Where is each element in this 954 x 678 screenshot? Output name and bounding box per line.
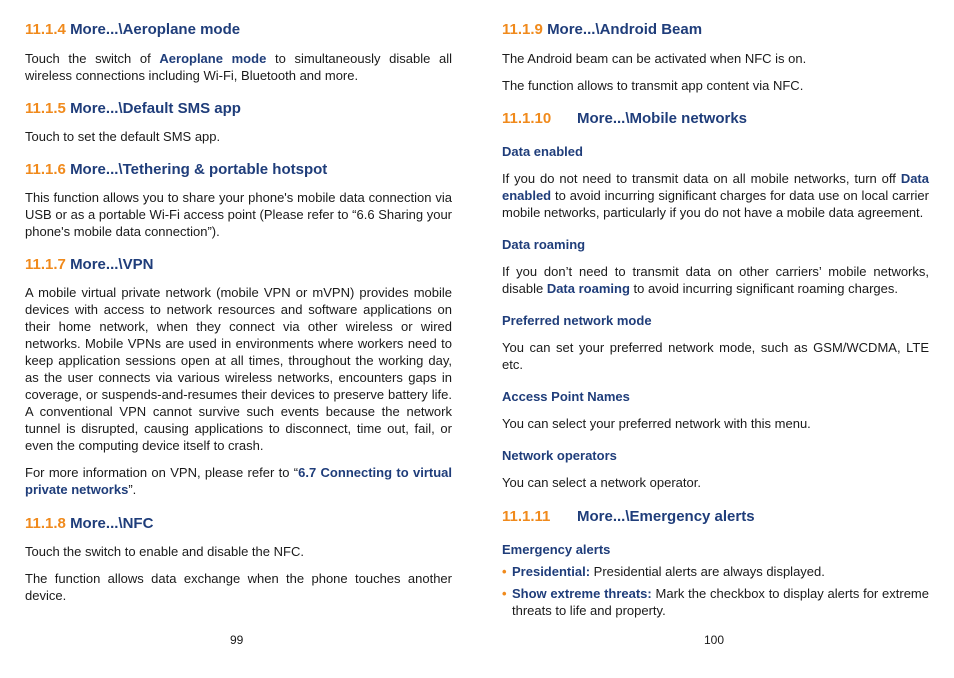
bullet-presidential: [502, 563, 929, 580]
heading-mobile-networks: [502, 110, 747, 127]
section-title: More...\NFC: [70, 515, 154, 532]
bold-term: Show extreme threats:: [512, 586, 652, 601]
bullet-icon: •: [502, 564, 507, 579]
section-number: 11.1.5: [25, 100, 66, 117]
paragraph-preferred-network: You can set your preferred network mode, such as GSM/WCDMA, LTE etc.: [502, 340, 929, 372]
paragraph-default-sms: Touch to set the default SMS app.: [25, 129, 221, 144]
bold-term: Presidential:: [512, 564, 591, 579]
section-title: More...\Android Beam: [547, 21, 703, 38]
text: Touch the switch of: [25, 51, 160, 66]
section-number: 11.1.6: [25, 161, 66, 178]
paragraph-nfc-exchange: The function allows data exchange when the phone touches another device.: [25, 571, 452, 603]
paragraph-beam-activation: The Android beam can be activated when NFC is on.: [502, 51, 807, 66]
section-number: 11.1.7: [25, 256, 66, 273]
bold-term: Aeroplane mode: [159, 51, 267, 66]
paragraph-vpn-more-info: [25, 464, 452, 498]
text: to simultaneously disable all wireless connections including Wi-Fi, Bluetooth and more.: [25, 51, 453, 83]
subheading-data-enabled: Data enabled: [502, 144, 583, 159]
paragraph-apn: You can select your preferred network with this menu.: [502, 416, 811, 431]
section-title: More...\Aeroplane mode: [70, 21, 241, 38]
heading-default-sms: [25, 100, 241, 117]
bullet-text: [512, 585, 929, 619]
bold-term: Data roaming: [546, 281, 630, 296]
paragraph-beam-transmit: The function allows to transmit app content via NFC.: [502, 78, 804, 93]
subheading-apn: Access Point Names: [502, 389, 630, 404]
bullet-text: [512, 563, 929, 580]
section-number: 11.1.4: [25, 21, 66, 38]
section-title: More...\Mobile networks: [577, 110, 748, 127]
paragraph-network-operators: You can select a network operator.: [502, 475, 701, 490]
section-title: More...\Default SMS app: [70, 100, 241, 117]
bullet-extreme-threats: [502, 585, 929, 619]
heading-tethering: [25, 161, 327, 178]
section-number: 11.1.8: [25, 515, 66, 532]
text: If you don’t need to transmit data on other carriers’ mobile networks, disable: [502, 264, 929, 296]
text: to avoid incurring significant roaming charges.: [629, 281, 898, 296]
subheading-emergency-alerts: Emergency alerts: [502, 542, 611, 557]
section-title: More...\VPN: [70, 256, 154, 273]
section-title: More...\Emergency alerts: [577, 508, 755, 525]
paragraph-nfc-toggle: Touch the switch to enable and disable the NFC.: [25, 544, 304, 559]
section-title: More...\Tethering & portable hotspot: [70, 161, 328, 178]
page-number: 100: [704, 633, 725, 647]
text: If you do not need to transmit data on all mobile networks, turn off: [502, 171, 901, 186]
heading-emergency-alerts: [502, 508, 755, 525]
paragraph-data-roaming: [502, 263, 929, 297]
section-number: 11.1.11: [502, 508, 551, 525]
text: Presidential alerts are always displayed.: [590, 564, 825, 579]
subheading-data-roaming: Data roaming: [502, 237, 586, 252]
bullet-icon: •: [502, 586, 507, 601]
heading-vpn: [25, 256, 153, 273]
heading-aeroplane-mode: [25, 21, 240, 38]
section-number: 11.1.10: [502, 110, 552, 127]
bold-reference: 6.7 Connecting to virtual private networks: [25, 465, 452, 497]
paragraph-aeroplane-mode: [25, 50, 452, 84]
text: to avoid incurring significant charges for data use on local carrier mobile networks, particularly if you do not have a mobile data agreement.: [502, 188, 929, 220]
paragraph-tethering: This function allows you to share your phone's mobile data connection via USB or as a portable Wi-Fi access point (Please refer to “6.6 Sharing your phone's mobile data connection”).: [25, 190, 452, 239]
subheading-preferred-network: Preferred network mode: [502, 313, 652, 328]
text: ”.: [128, 482, 137, 497]
page-number: 99: [230, 633, 244, 647]
paragraph-vpn: A mobile virtual private network (mobile VPN or mVPN) provides mobile devices with access to network resources and software applications on their home network, when they connect via other wireless or wired networks. Mobile VPNs are used in environments where workers need to keep application sessions open at all times, throughout the working day, as the user connects via various wireless networks, encounters gaps in coverage, or suspends-and-resumes their devices to preserve battery life. A conventional VPN cannot survive such events because the network tunnel is disrupted, causing applications to disconnect, time out, fail, or even the computing device itself to crash.: [25, 285, 452, 453]
text: For more information on VPN, please refer to “: [25, 465, 299, 480]
paragraph-data-enabled: [502, 170, 929, 221]
section-number: 11.1.9: [502, 21, 543, 38]
bold-term: Data enabled: [502, 171, 929, 203]
heading-android-beam: [502, 21, 702, 38]
subheading-network-operators: Network operators: [502, 448, 617, 463]
heading-nfc: [25, 515, 153, 532]
text: Mark the checkbox to display alerts for extreme threats to life and property.: [512, 586, 929, 618]
